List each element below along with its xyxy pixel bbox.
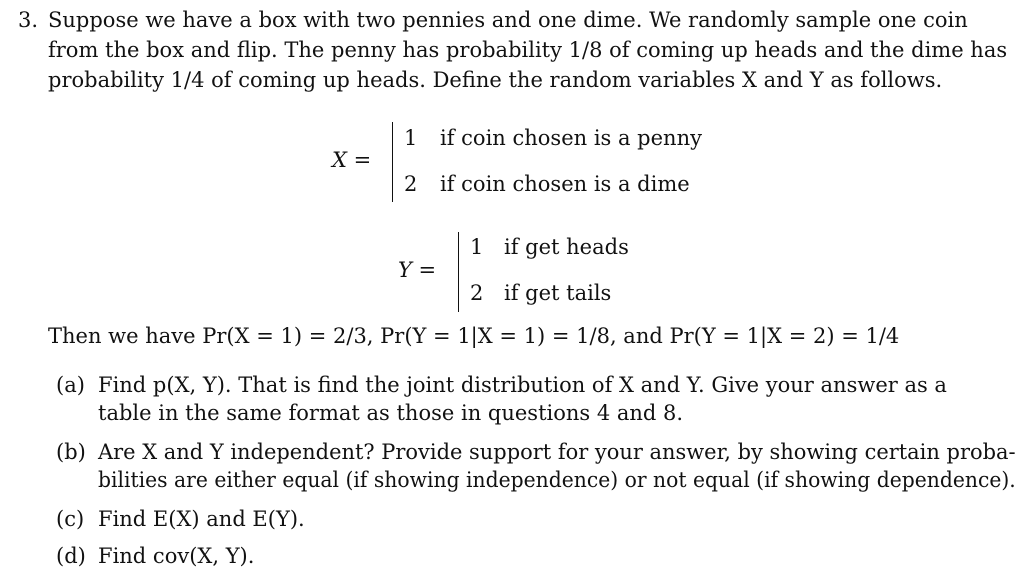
part-a-label: (a) xyxy=(56,373,85,397)
part-d-line-1: Find cov(X, Y). xyxy=(98,544,255,568)
x-brace xyxy=(392,122,393,202)
given-probabilities: Then we have Pr(X = 1) = 2/3, Pr(Y = 1|X = 1) = 1/8, and Pr(Y = 1|X = 2) = 1/4 xyxy=(48,324,900,348)
part-c-line-1: Find E(X) and E(Y). xyxy=(98,507,305,531)
x-case-2-value: 2 xyxy=(404,172,418,196)
y-case-2-value: 2 xyxy=(470,281,484,305)
intro-line-3: probability 1/4 of coming up heads. Define the random variables X and Y as follows. xyxy=(48,68,943,92)
part-b-line-1: Are X and Y independent? Provide support for your answer, by showing certain proba- xyxy=(98,440,1016,464)
intro-line-2: from the box and flip. The penny has probability 1/8 of coming up heads and the dime has xyxy=(48,38,1008,62)
y-case-2-condition: if get tails xyxy=(504,281,612,305)
x-case-2-condition: if coin chosen is a dime xyxy=(440,172,690,196)
x-lhs: X = xyxy=(332,148,372,172)
part-a-line-1: Find p(X, Y). That is find the joint distribution of X and Y. Give your answer as a xyxy=(98,373,947,397)
y-case-1-condition: if get heads xyxy=(504,235,629,259)
x-case-1-value: 1 xyxy=(404,126,418,150)
intro-line-1: Suppose we have a box with two pennies and one dime. We randomly sample one coin xyxy=(48,8,968,32)
part-b-label: (b) xyxy=(56,440,86,464)
part-a-line-2: table in the same format as those in questions 4 and 8. xyxy=(98,401,684,425)
part-b-line-2: bilities are either equal (if showing independence) or not equal (if showing dependence). xyxy=(98,468,1016,492)
y-case-1-value: 1 xyxy=(470,235,484,259)
y-brace xyxy=(458,232,459,312)
x-case-1-condition: if coin chosen is a penny xyxy=(440,126,702,150)
problem-number: 3. xyxy=(18,8,39,32)
part-c-label: (c) xyxy=(56,507,85,531)
y-lhs: Y = xyxy=(398,258,437,282)
part-d-label: (d) xyxy=(56,544,86,568)
